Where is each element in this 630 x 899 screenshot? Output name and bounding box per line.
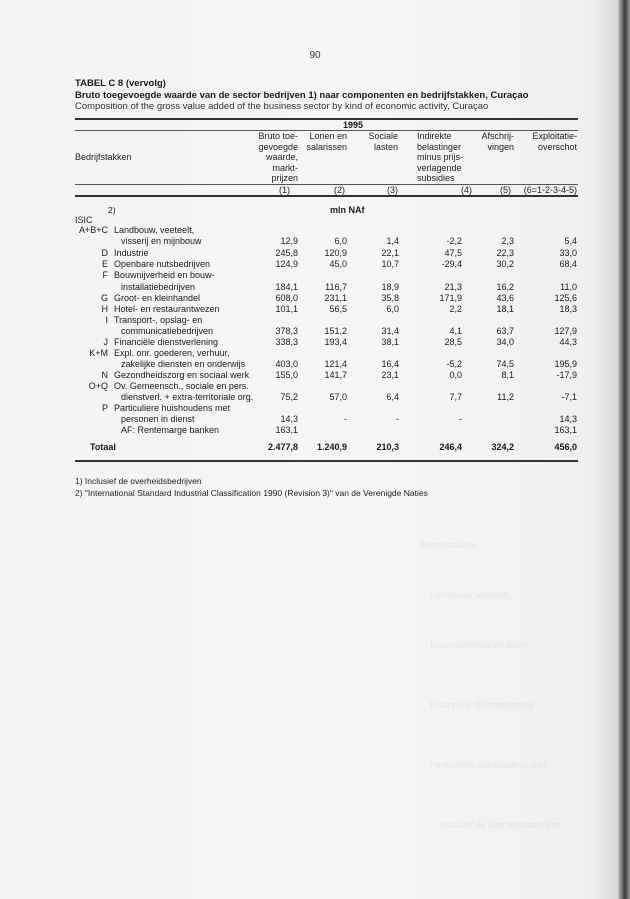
column-number-6: (6=1-2-3-4-5) [523, 185, 577, 195]
table-row: I Transport-, opslag- en [105, 315, 203, 325]
table-row: G Groot- en kleinhandel 608,0 231,1 35,8 171,9 43,6 125,6 [100, 293, 577, 303]
table-row: A+B+C Landbouw, veeteelt, [78, 225, 195, 235]
year-header: 1995 [342, 120, 364, 130]
table-row: D Industrie 245,8 120,9 22,1 47,5 22,3 33,0 [101, 248, 577, 258]
table-row-values: dienstverl. + extra-territoriale org. 75,2 57,0 6,4 7,7 11,2 -7,1 [121, 392, 577, 402]
column-header-1: Bruto toe- gevoegde waarde, markt- prijzen [258, 131, 298, 183]
table-row: AF: Rentemarge banken 163,1 163,1 [121, 425, 577, 435]
table-row-values: installatiebedrijven 184,1 116,7 18,9 21,3 16,2 11,0 [121, 282, 577, 292]
table-row-values: visserij en mijnbouw 12,9 6,0 1,4 -2,2 2,3 5,4 [121, 236, 577, 246]
table-row: K+M Expl. onr. goederen, verhuur, [89, 348, 230, 358]
column-header-4: Indirekte belastinger minus prijs- verlagende subsidies [417, 131, 464, 183]
column-header-5: Afschrij- vingen [481, 131, 514, 152]
table-row-values: zakelijke diensten en onderwijs 403,0 121,4 16,4 -5,2 74,5 195,9 [121, 359, 577, 369]
table-row: N Gezondheidszorg en sociaal werk 155,0 141,7 23,1 0,0 8,1 -17,9 [101, 370, 577, 380]
column-number-3: (3) [387, 185, 398, 195]
page-number: 90 [309, 50, 321, 61]
header-bottom-rule [75, 195, 578, 197]
column-number-2: (2) [334, 185, 345, 195]
column-number-5: (5) [500, 185, 511, 195]
table-row-values: personen in dienst 14,3 - - - 14,3 [121, 414, 577, 424]
table-row-values: communicatiebedrijven 378,3 151,2 31,4 4,1 63,7 127,9 [121, 326, 577, 336]
table-id: TABEL C 8 (vervolg) [75, 78, 166, 89]
footnote-1: 1) Inclusief de overheidsbedrijven [75, 476, 202, 486]
table-row: O+Q Ov. Gemeensch., sociale en pers. [88, 381, 249, 391]
table-row: H Hotel- en restaurantwezen 101,1 56,5 6,0 2,2 18,1 18,3 [101, 304, 577, 314]
column-header-6: Exploitatie- overschot [532, 131, 577, 152]
total-row: Totaal 2.477,8 1.240,9 210,3 246,4 324,2 456,0 [90, 442, 577, 452]
column-number-4: (4) [461, 185, 472, 195]
table-row: E Openbare nutsbedrijven 124,9 45,0 10,7 -29,4 30,2 68,4 [101, 259, 577, 269]
row-header: Bedrijfstakken [75, 152, 132, 162]
table-title-english: Composition of the gross value added of the business sector by kind of economic activity, Curaçao [75, 101, 489, 112]
table-title-block [75, 78, 529, 113]
footnote-ref-isic: 2) [108, 205, 116, 215]
unit-label: mln NAf [330, 205, 365, 215]
table-bottom-rule [75, 460, 578, 462]
column-number-1: (1) [279, 185, 290, 195]
table-top-rule [75, 118, 578, 120]
table-row: J Financiële dienstverlening 338,3 193,4 38,1 28,5 34,0 44,3 [103, 337, 577, 347]
table-row: P Particuliere huishoudens met [101, 403, 231, 413]
isic-label: ISIC [75, 215, 93, 225]
footnote-2: 2) "International Standard Industrial Classification 1990 (Revision 3)" van de Verenigde Naties [75, 488, 428, 498]
footnotes [75, 475, 428, 499]
table-row: F Bouwnijverheid en bouw- [102, 270, 215, 280]
table-title-dutch: Bruto toegevoegde waarde van de sector bedrijven 1) naar componenten en bedrijfstakken, Curaçao [75, 89, 529, 101]
column-header-3: Sociale lasten [368, 131, 398, 152]
column-header-2: Lonen en salarissen [306, 131, 347, 152]
